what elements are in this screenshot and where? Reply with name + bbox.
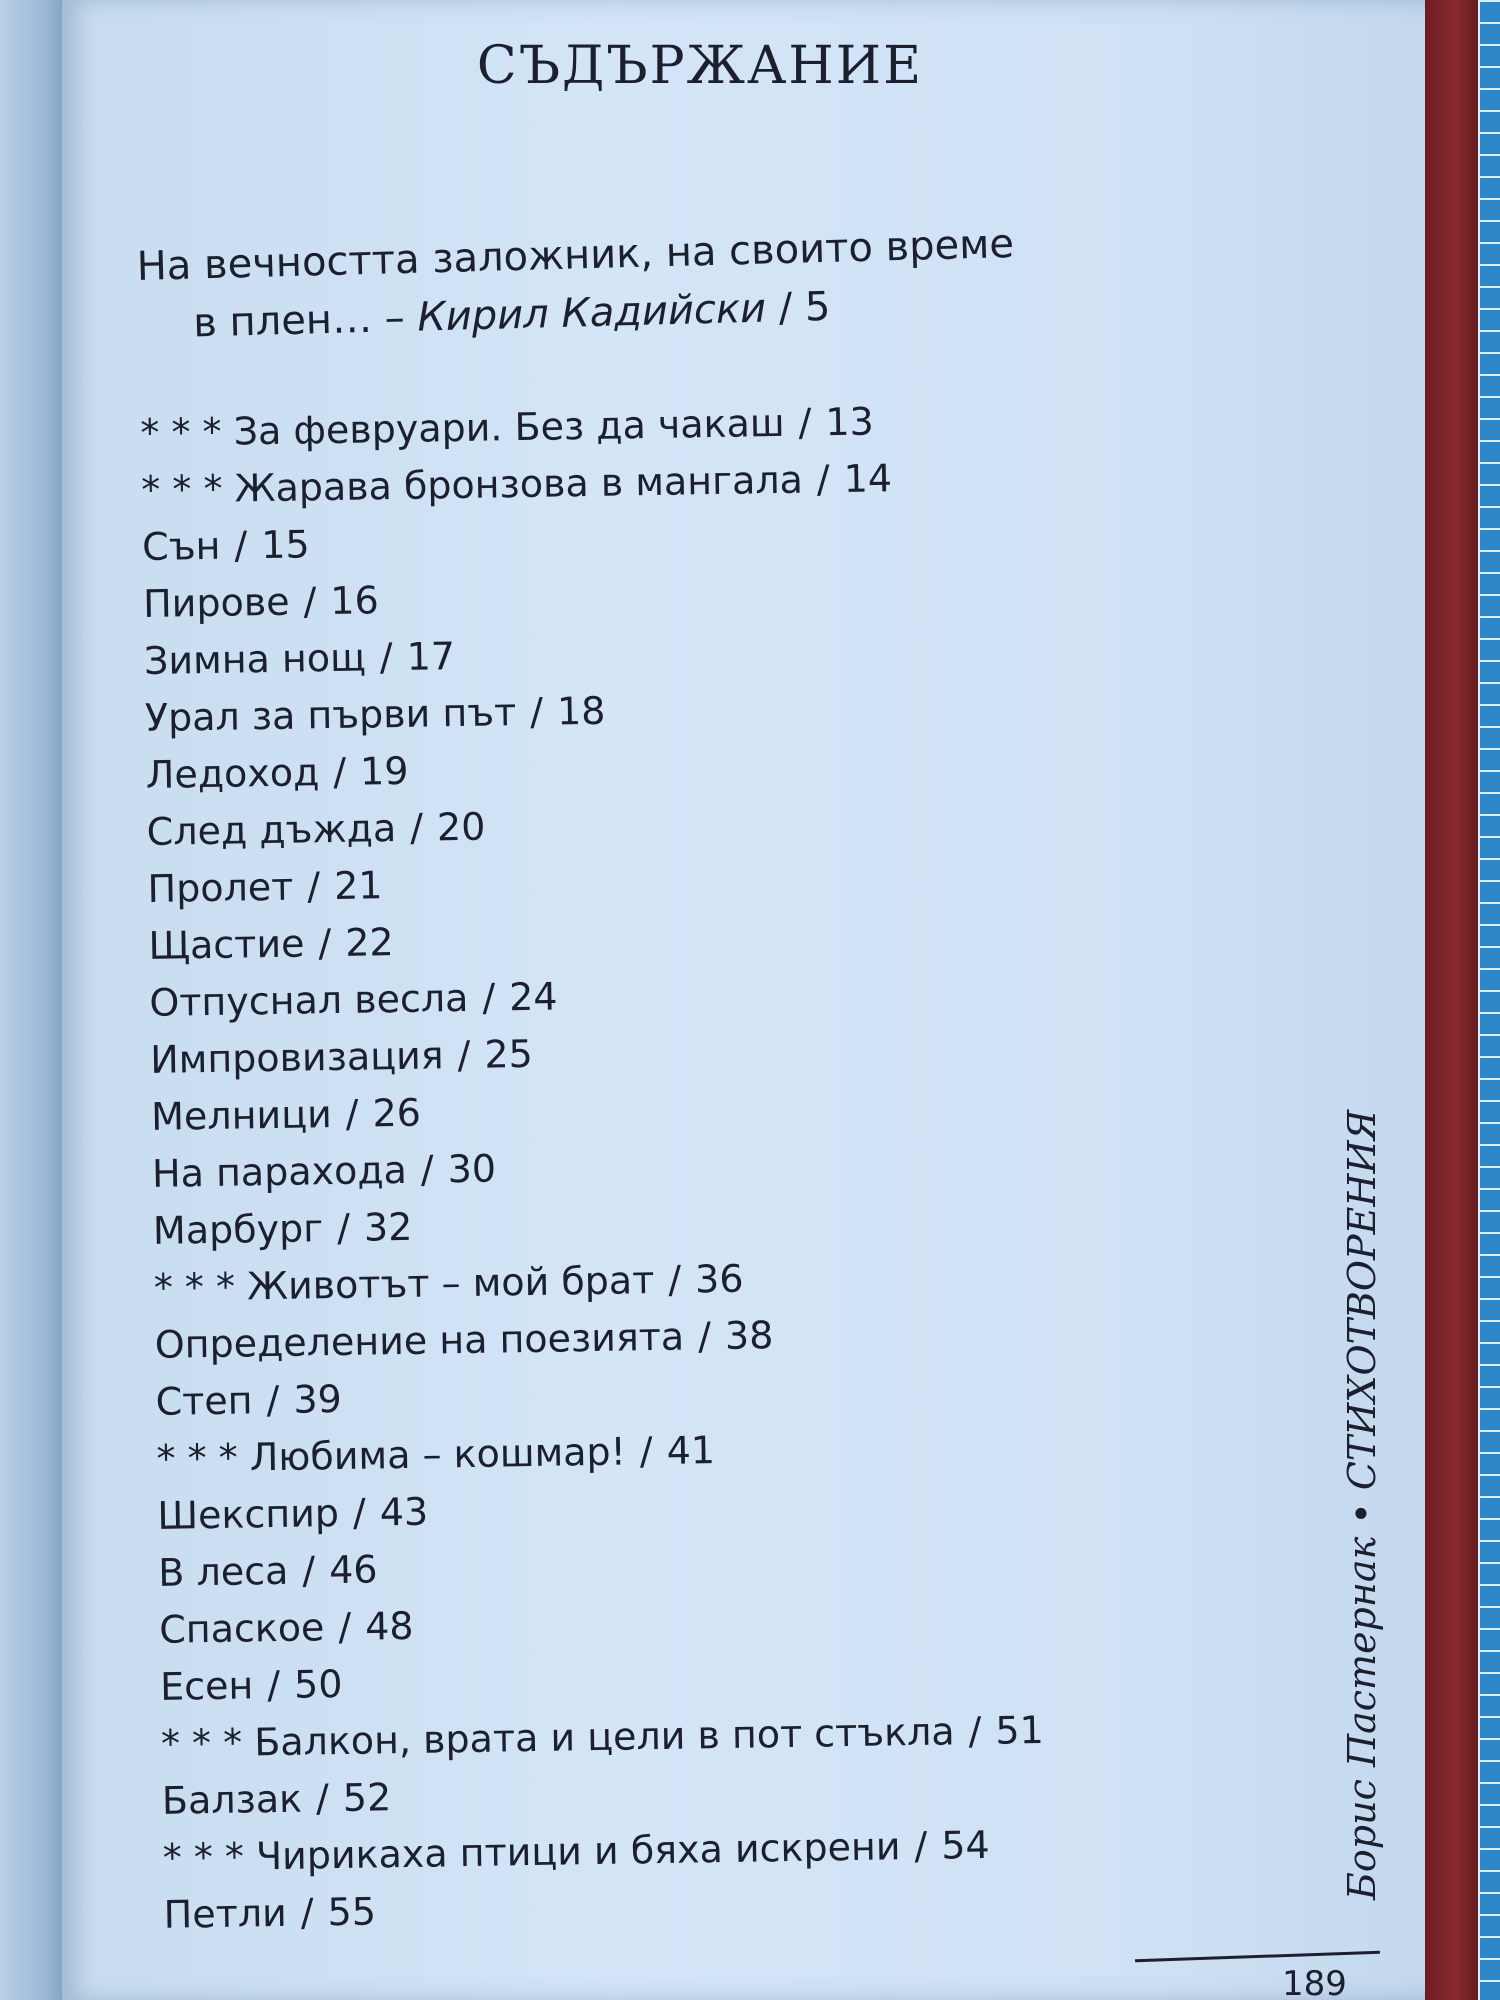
preface-entry	[136, 215, 1016, 354]
toc-entry-page: 36	[694, 1256, 744, 1302]
toc-entry-page: 24	[508, 974, 558, 1020]
toc-entry-title: На парахода	[151, 1147, 408, 1196]
toc-entry-title: Урал за първи път	[144, 690, 517, 740]
toc-entry-separator: /	[336, 1205, 351, 1251]
toc-entry-title: След дъжда	[146, 806, 397, 854]
toc-entry-page: 30	[447, 1146, 497, 1192]
toc-entry-separator: /	[482, 975, 496, 1020]
toc-entry-title: Пирове	[142, 579, 290, 626]
preface-separator: /	[778, 284, 793, 332]
toc-entry-title: * * * За февруари. Без да чакаш	[140, 400, 785, 455]
toc-entry-title: Петли	[163, 1890, 288, 1937]
toc-entry-separator: /	[332, 749, 347, 795]
toc-entry-title: Есен	[159, 1663, 254, 1709]
toc-entry-separator: /	[697, 1314, 712, 1359]
toc-entry-page: 39	[293, 1376, 343, 1422]
toc-entry-title: * * * Балкон, врата и цели в пот стъкла	[160, 1709, 955, 1766]
toc-entry-page: 26	[372, 1090, 422, 1136]
toc-entry-title: * * * Жарава бронзова в мангала	[140, 457, 804, 512]
toc-entry-separator: /	[639, 1429, 653, 1474]
toc-entry-separator: /	[379, 635, 393, 680]
preface-line-2-text: в плен… –	[192, 295, 406, 347]
running-head: Борис Пастернак • СТИХОТВОРЕНИЯ	[1340, 1109, 1384, 1900]
toc-entry-page: 38	[724, 1313, 774, 1358]
toc-entry-title: Спаское	[158, 1605, 325, 1652]
toc-entry-page: 52	[342, 1775, 392, 1820]
toc-entry-separator: /	[352, 1490, 367, 1535]
toc-entry-page: 20	[436, 804, 486, 850]
toc-entry-page: 16	[329, 578, 380, 624]
toc-entry-separator: /	[667, 1257, 682, 1302]
toc-entry-page: 43	[379, 1489, 429, 1535]
toc-entry-page: 17	[406, 634, 456, 679]
toc-entry-page: 21	[333, 863, 383, 909]
grid-background	[1478, 0, 1500, 2000]
toc-entry-page: 55	[327, 1889, 377, 1935]
toc-entry-title: Мелници	[150, 1092, 333, 1139]
toc-entry-separator: /	[301, 1548, 316, 1593]
toc-entry-page: 46	[328, 1547, 378, 1593]
preface-page: 5	[804, 283, 832, 331]
toc-entry-page: 18	[556, 688, 606, 734]
toc-entry-separator: /	[914, 1823, 928, 1869]
toc-entry-title: Ледоход	[145, 750, 320, 797]
toc-entry-title: В леса	[158, 1548, 289, 1595]
toc-entry-separator: /	[968, 1708, 982, 1754]
page-number: 189	[1282, 1964, 1347, 2000]
toc-entry-separator: /	[306, 864, 321, 909]
toc-entry-separator: /	[816, 457, 831, 502]
toc-entry-title: Зимна нощ	[143, 635, 367, 683]
table-of-contents	[140, 390, 1104, 1944]
book-cover-edge	[1425, 0, 1485, 2000]
toc-entry-title: Отпуснал весла	[149, 975, 469, 1025]
toc-entry-separator: /	[303, 579, 317, 624]
toc-entry-title: Марбург	[152, 1206, 324, 1253]
preface-author: Кирил Кадийски	[416, 285, 767, 341]
toc-entry-page: 15	[260, 522, 310, 568]
toc-entry-title: Степ	[155, 1378, 253, 1424]
toc-entry-separator: /	[798, 400, 812, 445]
toc-entry-page: 54	[940, 1822, 990, 1868]
toc-entry-separator: /	[345, 1091, 359, 1136]
toc-entry-page: 51	[995, 1707, 1045, 1753]
toc-entry-page: 14	[843, 456, 893, 501]
toc-entry-page: 19	[359, 748, 409, 794]
toc-entry-separator: /	[420, 1147, 434, 1192]
toc-entry-title: Шекспир	[157, 1491, 340, 1538]
toc-entry-title: * * * Чирикаха птици и бяха искрени	[162, 1824, 901, 1880]
toc-entry-page: 22	[344, 920, 394, 965]
toc-entry-separator: /	[266, 1377, 280, 1423]
toc-entry-page: 32	[363, 1204, 413, 1250]
toc-entry-page: 48	[364, 1603, 414, 1649]
page-title: СЪДЪРЖАНИЕ	[476, 36, 924, 96]
toc-entry-page: 50	[293, 1661, 343, 1707]
toc-entry-title: Сън	[141, 523, 221, 569]
toc-entry-separator: /	[318, 921, 332, 966]
toc-entry-separator: /	[409, 805, 424, 850]
toc-entry-page: 25	[484, 1031, 534, 1077]
toc-entry-separator: /	[529, 689, 544, 734]
toc-entry-separator: /	[338, 1604, 352, 1650]
toc-entry-separator: /	[315, 1776, 330, 1821]
toc-entry-separator: /	[457, 1032, 471, 1078]
toc-entry-title: * * * Любима – кошмар!	[156, 1429, 627, 1481]
toc-entry-title: Определение на поезията	[154, 1314, 685, 1367]
toc-entry-title: * * * Животът – мой брат	[153, 1258, 655, 1310]
toc-entry-title: Импровизация	[149, 1033, 444, 1082]
toc-entry-title: Пролет	[147, 864, 294, 911]
toc-entry-title: Щастие	[148, 921, 305, 968]
toc-entry-page: 13	[825, 399, 875, 445]
toc-entry-separator: /	[300, 1890, 314, 1935]
preface-line-1: На вечността заложник, на своито време	[136, 221, 1015, 290]
left-page-edge	[0, 0, 66, 2000]
toc-entry-page: 41	[666, 1428, 716, 1473]
toc-entry-separator: /	[234, 523, 248, 568]
toc-entry-title: Балзак	[161, 1776, 303, 1823]
toc-entry-separator: /	[266, 1662, 281, 1708]
